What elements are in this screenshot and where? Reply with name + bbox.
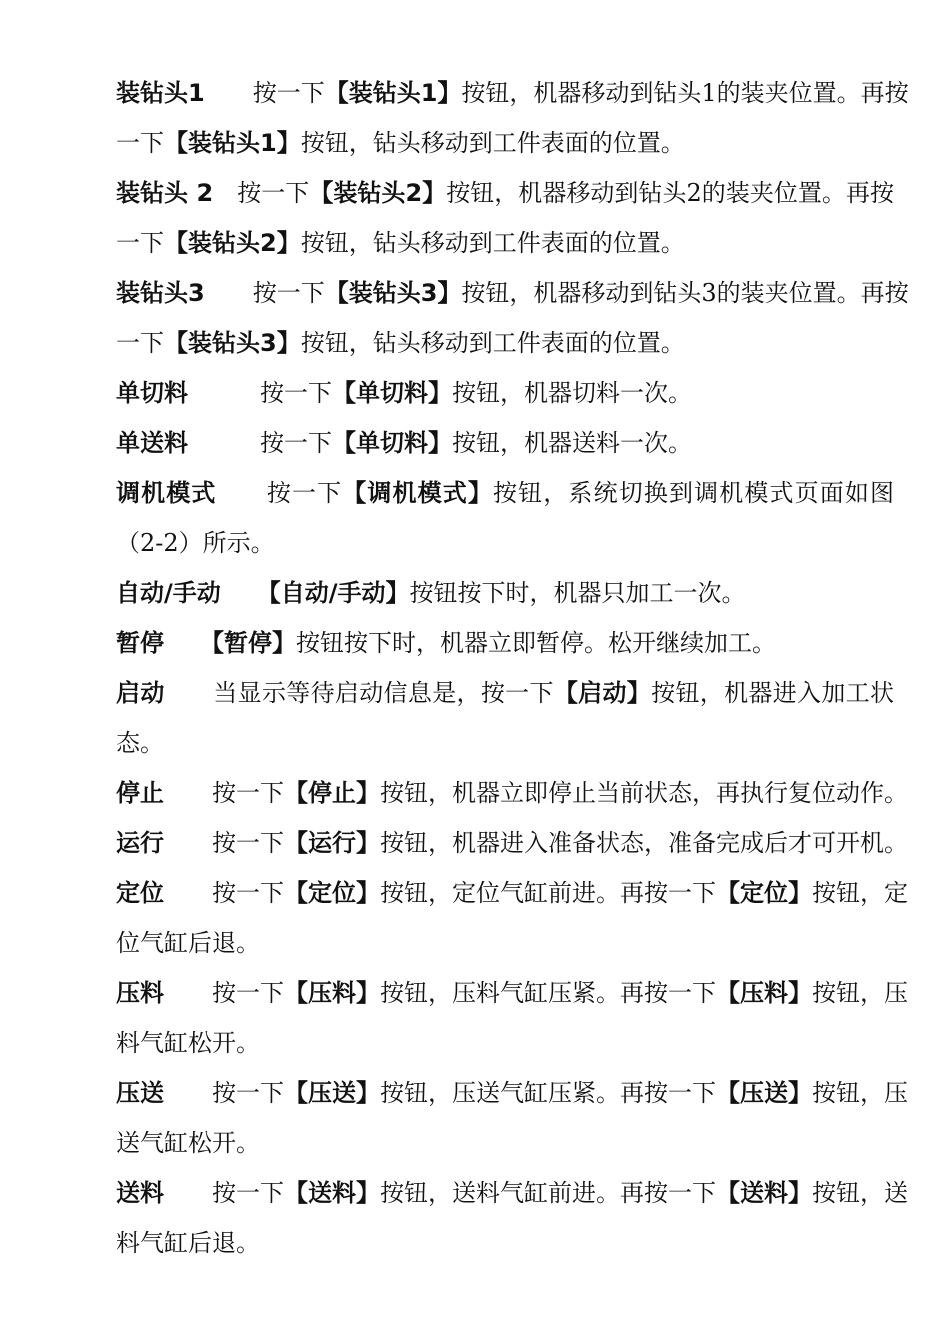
text-run: [221, 579, 269, 607]
text-run: 按钮，机器移动到钻头3的装夹位置。再按: [461, 279, 909, 307]
button-reference: 【启动】: [553, 679, 652, 707]
text-line: [116, 168, 894, 218]
text-line: [116, 868, 908, 918]
text-run: 按一下: [188, 429, 332, 457]
button-reference: 【调机模式】: [342, 479, 494, 507]
entry-15: [116, 1168, 908, 1268]
text-run: 按一下: [204, 79, 325, 107]
entry-14: [116, 1068, 908, 1168]
text-run: 按一下: [164, 879, 284, 907]
text-run: 按钮，机器进入加工状: [651, 679, 895, 707]
button-reference: 【暂停】: [212, 629, 296, 657]
button-reference: 【送料】: [284, 1179, 380, 1207]
button-reference: 【压送】: [716, 1079, 812, 1107]
text-run: 按钮，压: [812, 1079, 908, 1107]
text-line: [116, 618, 894, 668]
text-line: [116, 718, 894, 768]
entry-1: [116, 68, 909, 168]
button-reference: 【装钻头1】: [324, 79, 462, 107]
text-run: 按一下: [164, 1079, 284, 1107]
text-run: 按钮，钻头移动到工件表面的位置。: [300, 329, 685, 357]
entry-4: [116, 368, 894, 418]
text-line: [116, 1018, 894, 1068]
text-run: 按钮，系统切换到调机模式页面如图: [493, 479, 895, 507]
term-label: 装钻头1: [116, 79, 205, 107]
button-reference: 【送料】: [716, 1179, 812, 1207]
text-run: 按钮，机器送料一次。: [452, 429, 692, 457]
text-run: 按钮，压料气缸压紧。再按一下: [380, 979, 716, 1007]
term-label: 压送: [116, 1079, 164, 1107]
text-line: [116, 368, 894, 418]
term-label: 单送料: [116, 429, 188, 457]
button-reference: 【定位】: [284, 879, 380, 907]
text-line: [116, 468, 894, 518]
text-run: 料气缸后退。: [116, 1229, 260, 1257]
entry-7: [116, 568, 894, 618]
text-line: [116, 68, 909, 118]
button-reference: 【压料】: [716, 979, 812, 1007]
button-reference: 【装钻头3】: [324, 279, 462, 307]
text-run: 按一下: [164, 779, 284, 807]
text-line: [116, 418, 894, 468]
text-line: [116, 568, 894, 618]
text-run: 按一下: [164, 979, 284, 1007]
text-line: [116, 318, 894, 368]
text-line: [116, 1068, 908, 1118]
text-run: 按钮，压: [812, 979, 908, 1007]
button-reference: 【自动/手动】: [268, 579, 410, 607]
entry-9: [116, 668, 894, 768]
text-run: 按钮，钻头移动到工件表面的位置。: [300, 229, 685, 257]
text-run: 按钮，机器切料一次。: [452, 379, 692, 407]
term-label: 单切料: [116, 379, 188, 407]
text-line: [116, 218, 894, 268]
text-line: [116, 1168, 908, 1218]
text-run: 一下: [116, 229, 164, 257]
entry-5: [116, 418, 894, 468]
text-run: 按一下: [188, 379, 332, 407]
entry-12: [116, 868, 908, 968]
text-run: 按钮，送: [812, 1179, 908, 1207]
text-run: 按一下: [164, 829, 284, 857]
term-label: 运行: [116, 829, 164, 857]
text-run: 料气缸松开。: [116, 1029, 260, 1057]
button-reference: 【压料】: [284, 979, 380, 1007]
text-run: 按一下: [204, 279, 325, 307]
text-line: [116, 668, 894, 718]
text-run: 按钮按下时，机器立即暂停。松开继续加工。: [296, 629, 776, 657]
term-label: 调机模式: [116, 479, 217, 507]
text-line: [116, 1218, 894, 1268]
text-line: [116, 968, 908, 1018]
text-line: [116, 1118, 894, 1168]
text-run: 按钮，机器进入准备状态，准备完成后才可开机。: [380, 829, 908, 857]
text-run: 按一下: [213, 179, 310, 207]
text-line: [116, 518, 894, 568]
term-label: 自动/手动: [116, 579, 221, 607]
term-label: 装钻头 2: [116, 179, 214, 207]
entry-8: [116, 618, 894, 668]
button-reference: 【单切料】: [332, 379, 452, 407]
entry-13: [116, 968, 908, 1068]
entry-3: [116, 268, 909, 368]
text-line: [116, 768, 908, 818]
term-label: 停止: [116, 779, 164, 807]
text-run: 按钮，钻头移动到工件表面的位置。: [300, 129, 685, 157]
text-run: 一下: [116, 129, 164, 157]
text-run: 按钮，机器立即停止当前状态，再执行复位动作。: [380, 779, 908, 807]
button-reference: 【运行】: [284, 829, 380, 857]
button-reference: 【单切料】: [332, 429, 452, 457]
term-label: 启动: [116, 679, 165, 707]
text-line: [116, 918, 894, 968]
term-label: 装钻头3: [116, 279, 205, 307]
entry-10: [116, 768, 908, 818]
text-run: 按一下: [216, 479, 343, 507]
text-run: 态。: [116, 729, 164, 757]
text-run: 按一下: [164, 1179, 284, 1207]
term-label: 压料: [116, 979, 164, 1007]
entry-6: [116, 468, 894, 568]
text-run: 位气缸后退。: [116, 929, 260, 957]
text-run: 当显示等待启动信息是，按一下: [164, 679, 554, 707]
button-reference: 【装钻头2】: [164, 229, 301, 257]
button-reference: 【装钻头1】: [164, 129, 301, 157]
text-run: （2-2）所示。: [116, 529, 275, 557]
text-line: [116, 118, 894, 168]
button-reference: 【停止】: [284, 779, 380, 807]
text-run: 送气缸松开。: [116, 1129, 260, 1157]
text-run: 按钮，机器移动到钻头1的装夹位置。再按: [461, 79, 909, 107]
text-line: [116, 818, 908, 868]
text-run: [164, 629, 212, 657]
text-run: 按钮，定位气缸前进。再按一下: [380, 879, 716, 907]
entry-11: [116, 818, 908, 868]
text-run: 一下: [116, 329, 164, 357]
document-page: [116, 68, 909, 1268]
text-run: 按钮，压送气缸压紧。再按一下: [380, 1079, 716, 1107]
button-reference: 【装钻头2】: [309, 179, 447, 207]
term-label: 送料: [116, 1179, 164, 1207]
button-reference: 【压送】: [284, 1079, 380, 1107]
text-run: 按钮，定: [812, 879, 908, 907]
text-run: 按钮，机器移动到钻头2的装夹位置。再按: [446, 179, 894, 207]
text-run: 按钮，送料气缸前进。再按一下: [380, 1179, 716, 1207]
button-reference: 【装钻头3】: [164, 329, 301, 357]
text-run: 按钮按下时，机器只加工一次。: [409, 579, 746, 607]
term-label: 暂停: [116, 629, 164, 657]
term-label: 定位: [116, 879, 164, 907]
entry-2: [116, 168, 894, 268]
text-line: [116, 268, 909, 318]
button-reference: 【定位】: [716, 879, 812, 907]
